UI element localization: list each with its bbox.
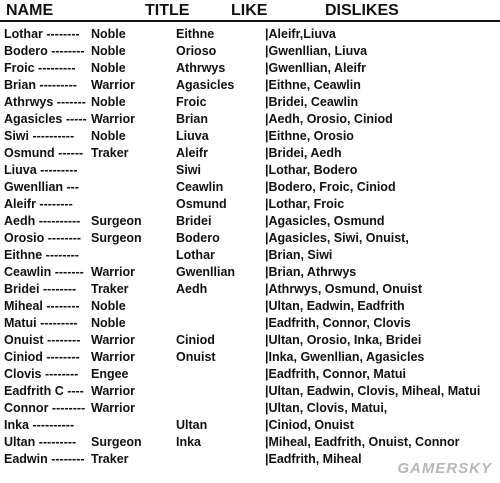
table-row	[0, 315, 500, 332]
character-name: Aleifr --------	[4, 197, 73, 211]
character-name: Orosio --------	[4, 231, 82, 245]
character-dislikes: |Ultan, Eadwin, Clovis, Miheal, Matui	[265, 384, 481, 398]
table-row	[0, 145, 500, 162]
table-row	[0, 434, 500, 451]
table-row	[0, 400, 500, 417]
character-dislikes: |Gwenllian, Aleifr	[265, 61, 366, 75]
character-like: Inka	[176, 435, 202, 449]
table-header	[0, 0, 500, 22]
character-name: Lothar --------	[4, 27, 80, 41]
character-title: Noble	[91, 61, 126, 75]
character-title: Traker	[91, 146, 129, 160]
character-like: Brian	[176, 112, 208, 126]
character-dislikes: |Eithne, Orosio	[265, 129, 354, 143]
character-title: Noble	[91, 299, 126, 313]
character-like: Siwi	[176, 163, 202, 177]
character-name: Ceawlin -------	[4, 265, 84, 279]
character-table	[0, 26, 500, 468]
character-title: Warrior	[91, 384, 135, 398]
character-name: Ultan ---------	[4, 435, 77, 449]
header-dislikes: DISLIKES	[325, 2, 399, 19]
character-title: Surgeon	[91, 231, 142, 245]
character-dislikes: |Eithne, Ceawlin	[265, 78, 361, 92]
character-title: Noble	[91, 316, 126, 330]
table-row	[0, 43, 500, 60]
character-like: Orioso	[176, 44, 217, 58]
character-title: Engee	[91, 367, 129, 381]
character-name: Brian ---------	[4, 78, 77, 92]
header-name: NAME	[6, 2, 54, 19]
character-title: Surgeon	[91, 214, 142, 228]
character-name: Matui ---------	[4, 316, 78, 330]
character-name: Bridei --------	[4, 282, 77, 296]
character-dislikes: |Lothar, Bodero	[265, 163, 358, 177]
character-like: Liuva	[176, 129, 209, 143]
table-row	[0, 230, 500, 247]
character-name: Onuist --------	[4, 333, 81, 347]
character-title: Noble	[91, 129, 126, 143]
character-title: Warrior	[91, 78, 135, 92]
character-dislikes: |Eadfrith, Miheal	[265, 452, 362, 466]
character-name: Liuva ---------	[4, 163, 78, 177]
header-like: LIKE	[231, 2, 268, 19]
character-like: Bridei	[176, 214, 212, 228]
character-dislikes: |Miheal, Eadfrith, Onuist, Connor	[265, 435, 460, 449]
table-row	[0, 26, 500, 43]
character-like: Eithne	[176, 27, 215, 41]
character-like: Aleifr	[176, 146, 208, 160]
character-like: Aedh	[176, 282, 208, 296]
character-dislikes: |Bridei, Ceawlin	[265, 95, 359, 109]
character-dislikes: |Ultan, Clovis, Matui,	[265, 401, 388, 415]
character-name: Osmund ------	[4, 146, 84, 160]
character-title: Noble	[91, 27, 126, 41]
character-like: Onuist	[176, 350, 216, 364]
character-like: Ciniod	[176, 333, 215, 347]
character-dislikes: |Ciniod, Onuist	[265, 418, 354, 432]
character-dislikes: |Bodero, Froic, Ciniod	[265, 180, 396, 194]
table-row	[0, 213, 500, 230]
character-name: Clovis --------	[4, 367, 79, 381]
table-row	[0, 179, 500, 196]
character-dislikes: |Gwenllian, Liuva	[265, 44, 368, 58]
header-divider	[0, 20, 500, 22]
table-row	[0, 60, 500, 77]
table-row	[0, 162, 500, 179]
table-row	[0, 264, 500, 281]
character-title: Noble	[91, 95, 126, 109]
character-like: Ceawlin	[176, 180, 224, 194]
table-row	[0, 196, 500, 213]
character-title: Traker	[91, 452, 129, 466]
table-row	[0, 247, 500, 264]
character-name: Bodero --------	[4, 44, 85, 58]
header-title: TITLE	[145, 2, 190, 19]
character-name: Miheal --------	[4, 299, 80, 313]
character-like: Lothar	[176, 248, 215, 262]
character-dislikes: |Eadfrith, Connor, Clovis	[265, 316, 411, 330]
character-title: Noble	[91, 44, 126, 58]
table-row	[0, 349, 500, 366]
character-dislikes: |Agasicles, Siwi, Onuist,	[265, 231, 409, 245]
table-row	[0, 128, 500, 145]
character-dislikes: |Aedh, Orosio, Ciniod	[265, 112, 393, 126]
character-dislikes: |Brian, Athrwys	[265, 265, 357, 279]
character-name: Eadwin --------	[4, 452, 85, 466]
character-dislikes: |Brian, Siwi	[265, 248, 333, 262]
character-like: Athrwys	[176, 61, 226, 75]
character-dislikes: |Eadfrith, Connor, Matui	[265, 367, 406, 381]
table-row	[0, 77, 500, 94]
character-dislikes: |Ultan, Orosio, Inka, Bridei	[265, 333, 422, 347]
character-name: Eadfrith C ----	[4, 384, 84, 398]
character-title: Warrior	[91, 350, 135, 364]
character-dislikes: |Bridei, Aedh	[265, 146, 342, 160]
character-like: Agasicles	[176, 78, 235, 92]
character-like: Froic	[176, 95, 207, 109]
table-row	[0, 366, 500, 383]
character-dislikes: |Lothar, Froic	[265, 197, 345, 211]
character-dislikes: |Aleifr,Liuva	[265, 27, 336, 41]
character-title: Surgeon	[91, 435, 142, 449]
table-row	[0, 417, 500, 434]
table-row	[0, 111, 500, 128]
watermark: GAMERSKY	[397, 460, 492, 477]
character-name: Gwenllian ---	[4, 180, 79, 194]
character-dislikes: |Inka, Gwenllian, Agasicles	[265, 350, 425, 364]
character-like: Ultan	[176, 418, 208, 432]
character-title: Warrior	[91, 333, 135, 347]
character-like: Bodero	[176, 231, 220, 245]
character-name: Agasicles -----	[4, 112, 87, 126]
character-name: Ciniod --------	[4, 350, 80, 364]
character-name: Eithne --------	[4, 248, 79, 262]
character-name: Aedh ----------	[4, 214, 81, 228]
character-name: Inka ----------	[4, 418, 75, 432]
character-dislikes: |Athrwys, Osmund, Onuist	[265, 282, 422, 296]
character-name: Siwi ----------	[4, 129, 75, 143]
table-row	[0, 94, 500, 111]
character-name: Athrwys -------	[4, 95, 86, 109]
character-title: Warrior	[91, 112, 135, 126]
character-title: Warrior	[91, 265, 135, 279]
character-title: Traker	[91, 282, 129, 296]
character-like: Osmund	[176, 197, 227, 211]
character-title: Warrior	[91, 401, 135, 415]
table-row	[0, 383, 500, 400]
character-like: Gwenllian	[176, 265, 236, 279]
table-row	[0, 298, 500, 315]
character-name: Froic ---------	[4, 61, 76, 75]
character-name: Connor --------	[4, 401, 86, 415]
table-row	[0, 332, 500, 349]
character-dislikes: |Ultan, Eadwin, Eadfrith	[265, 299, 405, 313]
table-row	[0, 281, 500, 298]
character-dislikes: |Agasicles, Osmund	[265, 214, 385, 228]
